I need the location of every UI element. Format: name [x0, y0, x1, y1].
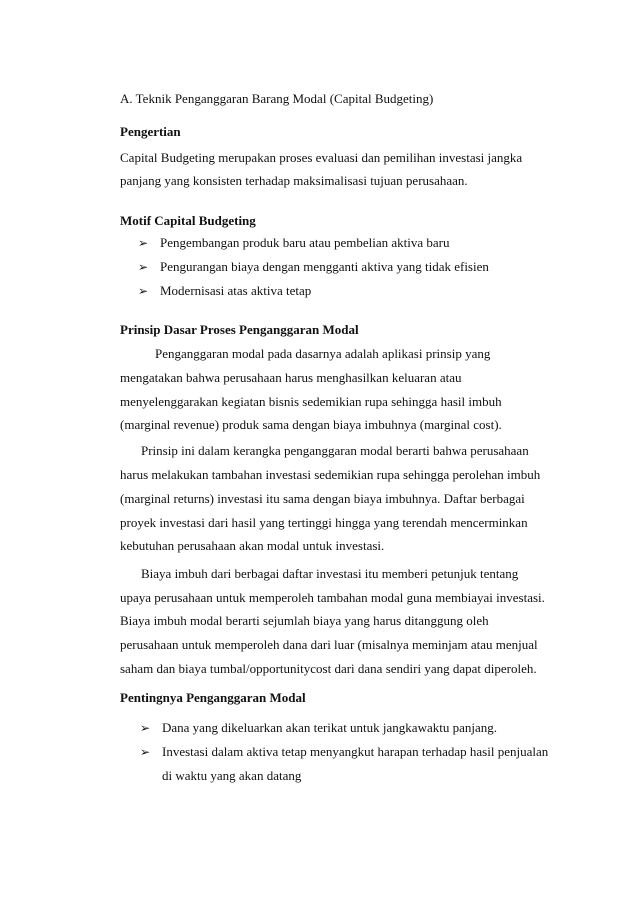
prinsip-para2-line: kebutuhan perusahaan akan modal untuk investasi. — [120, 538, 385, 553]
pentingnya-item: Dana yang dikeluarkan akan terikat untuk jangkawaktu panjang. — [162, 720, 497, 735]
prinsip-para2-line: (marginal returns) investasi itu sama dengan biaya imbuhnya. Daftar berbagai — [120, 491, 525, 506]
pentingnya-item-continuation: di waktu yang akan datang — [162, 768, 302, 783]
arrow-bullet-icon — [138, 259, 148, 275]
motif-item: Pengembangan produk baru atau pembelian aktiva baru — [160, 235, 450, 250]
prinsip-para1-line: (marginal revenue) produk sama dengan biaya imbuhnya (marginal cost). — [120, 417, 502, 432]
motif-item: Pengurangan biaya dengan mengganti aktiva yang tidak efisien — [160, 259, 489, 274]
prinsip-para1-line: menyelenggarakan kegiatan bisnis sedemikian rupa sehingga hasil imbuh — [120, 394, 502, 409]
prinsip-title: Prinsip Dasar Proses Penganggaran Modal — [120, 322, 359, 337]
section-heading: A. Teknik Penganggaran Barang Modal (Capital Budgeting) — [120, 91, 434, 106]
prinsip-para3-line: Biaya imbuh modal berarti sejumlah biaya yang harus ditanggung oleh — [120, 613, 489, 628]
arrow-bullet-icon — [138, 283, 148, 299]
pengertian-line: Capital Budgeting merupakan proses evaluasi dan pemilihan investasi jangka — [120, 150, 523, 165]
pentingnya-item: Investasi dalam aktiva tetap menyangkut harapan terhadap hasil penjualan — [162, 744, 549, 759]
prinsip-para3-line: perusahaan untuk memperoleh dana dari luar (misalnya meminjam atau menjual — [120, 637, 538, 652]
prinsip-para3-line: Biaya imbuh dari berbagai daftar investasi itu memberi petunjuk tentang — [141, 566, 519, 581]
prinsip-para2-line: proyek investasi dari hasil yang tertinggi hingga yang terendah mencerminkan — [120, 515, 528, 530]
pentingnya-title: Pentingnya Penganggaran Modal — [120, 690, 306, 705]
arrow-bullet-icon — [140, 744, 150, 760]
prinsip-para3-line: upaya perusahaan untuk memperoleh tambahan modal guna membiayai investasi. — [120, 590, 545, 605]
motif-title: Motif Capital Budgeting — [120, 213, 256, 228]
pengertian-line: panjang yang konsisten terhadap maksimalisasi tujuan perusahaan. — [120, 173, 468, 188]
arrow-bullet-icon — [138, 235, 148, 251]
prinsip-para3-line: saham dan biaya tumbal/opportunitycost dari dana sendiri yang dapat diperoleh. — [120, 661, 537, 676]
pengertian-title: Pengertian — [120, 124, 181, 139]
prinsip-para1-line: Penganggaran modal pada dasarnya adalah aplikasi prinsip yang — [155, 346, 491, 361]
motif-item: Modernisasi atas aktiva tetap — [160, 283, 312, 298]
prinsip-para1-line: mengatakan bahwa perusahaan harus menghasilkan keluaran atau — [120, 370, 462, 385]
arrow-bullet-icon — [140, 720, 150, 736]
prinsip-para2-line: harus melakukan tambahan investasi sedemikian rupa sehingga perolehan imbuh — [120, 467, 541, 482]
prinsip-para2-line: Prinsip ini dalam kerangka penganggaran modal berarti bahwa perusahaan — [141, 443, 529, 458]
